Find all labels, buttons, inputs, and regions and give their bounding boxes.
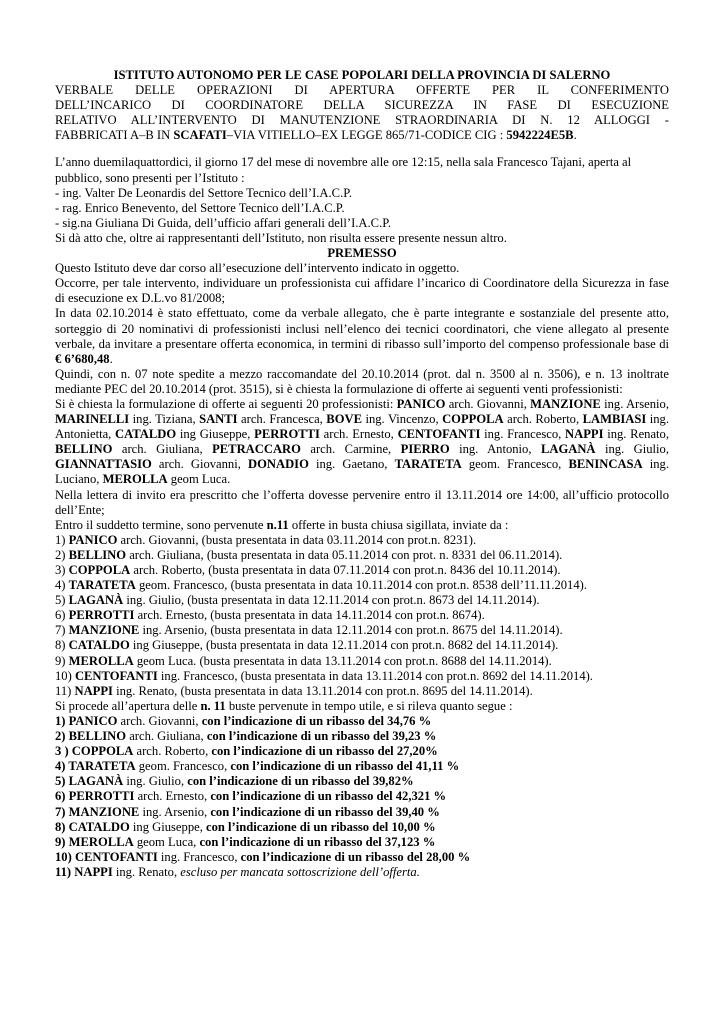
result-item bbox=[55, 835, 669, 850]
invitee-title: ing. Tiziana, bbox=[129, 412, 200, 427]
result-item bbox=[55, 805, 669, 820]
bidder-title: arch. Roberto, bbox=[133, 744, 212, 759]
bidder-name: COPPOLA bbox=[71, 744, 134, 759]
invitee-name: DONADIO bbox=[248, 457, 309, 472]
bidder-name: PERROTTI bbox=[68, 789, 135, 804]
invitee-name: LAGANÀ bbox=[540, 442, 596, 457]
invitee-title: ing. Antonietta, bbox=[55, 412, 670, 442]
item-number: 10) bbox=[55, 849, 75, 864]
subject-city: SCAFATI bbox=[173, 128, 227, 143]
invitee-title: arch. Giuliana, bbox=[112, 442, 213, 457]
document-page bbox=[55, 68, 669, 880]
invitee-name: LAMBIASI bbox=[582, 412, 647, 427]
invitee-title: geom. Francesco, bbox=[461, 457, 569, 472]
result-item bbox=[55, 850, 669, 865]
item-number: 6) bbox=[55, 608, 69, 623]
bidder-name: MANZIONE bbox=[68, 623, 140, 638]
bidder-title: geom Luca, bbox=[133, 834, 200, 849]
received-offer-item bbox=[55, 608, 669, 623]
bidder-name: TARATETA bbox=[68, 578, 136, 593]
result-item bbox=[55, 729, 669, 744]
bidder-name: COPPOLA bbox=[68, 563, 131, 577]
bidder-name: NAPPI bbox=[74, 683, 113, 698]
invitee-title: arch. Carmine, bbox=[300, 442, 401, 457]
opening-paragraph bbox=[55, 699, 669, 714]
invitee-title: ing. Vincenzo, bbox=[362, 412, 443, 427]
bidder-title: arch. Giovanni, bbox=[117, 713, 202, 728]
item-number: 5) bbox=[55, 593, 69, 608]
item-number: 10) bbox=[55, 668, 75, 683]
subject-text: . bbox=[573, 128, 577, 143]
result-item bbox=[55, 865, 669, 880]
item-number: 2) bbox=[55, 547, 69, 562]
bidder-name: BELLINO bbox=[68, 547, 127, 562]
received-offer-item bbox=[55, 623, 669, 638]
exclusion-note: escluso per mancata sottoscrizione dell’offerta. bbox=[180, 864, 420, 879]
submission-details: arch. Giuliana, (busta presentata in data 05.11.2014 con prot. n. 8331 del 06.11.2014). bbox=[126, 547, 563, 562]
paragraph-text: In data 02.10.2014 è stato effettuato, come da verbale allegato, che è parte integrante e sostanziale del presente atto, sorteggio di 20 nominativi di professionisti inclusi nell’elenco dei tecnici coordinatori, che viene allegato al presente verbale, da invitare a presentare offerta economica, in termini di ribasso sull’importo del compenso professionale base di bbox=[55, 306, 669, 351]
attendance-note: Si dà atto che, oltre ai rappresentanti dell’Istituto, non risulta essere presente nessun altro. bbox=[55, 230, 507, 245]
submission-details: arch. Ernesto, (busta presentata in data 14.11.2014 con prot.n. 8674). bbox=[134, 608, 485, 623]
results-list bbox=[55, 714, 669, 880]
submission-details: geom. Francesco, (busta presentata in data 10.11.2014 con prot.n. 8538 dell’11.11.2014). bbox=[135, 578, 587, 593]
submission-details: ing. Arsenio, (busta presentata in data 12.11.2014 con prot.n. 8675 del 14.11.2014). bbox=[139, 623, 563, 638]
submission-details: arch. Roberto, (busta presentata in data 07.11.2014 con prot.n. 8436 del 10.11.2014). bbox=[130, 563, 561, 577]
premesso-paragraph-3 bbox=[55, 306, 669, 366]
discount-offer: con l’indicazione di un ribasso del 34,76 % bbox=[201, 713, 432, 728]
item-number: 2) bbox=[55, 729, 69, 744]
invitee-name: CENTOFANTI bbox=[397, 427, 481, 442]
invitee-title: ing Giuseppe, bbox=[176, 427, 255, 442]
result-item bbox=[55, 744, 669, 759]
bidder-title: ing. Giulio, bbox=[123, 774, 188, 789]
premesso-paragraph-4: Quindi, con n. 07 note spedite a mezzo raccomandate del 20.10.2014 (prot. dal n. 3500 al n. 3506), e n. 13 inoltrate mediante PEC del 20.10.2014 (prot. 3515), si è chiesta la formulazione di offerte ai seguenti venti professionisti: bbox=[55, 366, 669, 396]
invitee-name: PIERRO bbox=[400, 442, 450, 457]
item-number: 9) bbox=[55, 834, 69, 849]
received-count: n.11 bbox=[266, 517, 289, 532]
item-number: 4) bbox=[55, 578, 69, 593]
item-number: 7) bbox=[55, 623, 69, 638]
discount-offer: con l’indicazione di un ribasso del 39,40 % bbox=[210, 804, 440, 819]
bidder-name: PERROTTI bbox=[68, 608, 135, 623]
submission-details: ing. Renato, (busta presentata in data 13.11.2014 con prot.n. 8695 del 14.11.2014). bbox=[112, 683, 533, 698]
received-offer-item bbox=[55, 669, 669, 684]
invitee-name: MANZIONE bbox=[530, 396, 601, 411]
received-offer-item bbox=[55, 638, 669, 653]
invitee-title: ing. Francesco, bbox=[480, 427, 565, 442]
bidder-title: geom. Francesco, bbox=[135, 759, 231, 774]
subject-line-4 bbox=[55, 128, 669, 143]
received-offers-list bbox=[55, 533, 669, 699]
premesso-paragraph-2: Occorre, per tale intervento, individuare un professionista cui affidare l’incarico di Coordinatore della Sicurezza in fase di esecuzione ex D.L.vo 81/2008; bbox=[55, 276, 669, 306]
subject-line-2: DELL’INCARICO DI COORDINATORE DELLA SICUREZZA IN FASE DI ESECUZIONE bbox=[55, 98, 669, 113]
discount-offer: con l’indicazione di un ribasso del 42,321 % bbox=[210, 789, 447, 804]
bidder-name: CATALDO bbox=[68, 819, 130, 834]
invitee-title: arch. Giovanni, bbox=[445, 396, 531, 411]
item-number: 11) bbox=[55, 864, 75, 879]
item-number: 8) bbox=[55, 819, 69, 834]
invitee-title: arch. Francesca, bbox=[237, 412, 327, 427]
paragraph-text: buste pervenute in tempo utile, e si rileva quanto segue : bbox=[225, 698, 513, 713]
premesso-heading: PREMESSO bbox=[327, 246, 397, 261]
institute-title: ISTITUTO AUTONOMO PER LE CASE POPOLARI DELLA PROVINCIA DI SALERNO bbox=[113, 68, 611, 82]
bidder-name: MANZIONE bbox=[68, 804, 140, 819]
premesso-paragraph-1: Questo Istituto deve dar corso all’esecuzione dell’intervento indicato in oggetto. bbox=[55, 261, 460, 276]
item-number: 1) bbox=[55, 532, 69, 547]
invitee-title: arch. Ernesto, bbox=[319, 427, 398, 442]
invitee-name: PERROTTI bbox=[254, 427, 320, 442]
submission-details: ing Giuseppe, (busta presentata in data 12.11.2014 con prot.n. 8682 del 14.11.2014). bbox=[129, 638, 559, 653]
attendee-1: - ing. Valter De Leonardis del Settore Tecnico dell’I.A.C.P. bbox=[55, 185, 352, 200]
discount-offer: con l’indicazione di un ribasso del 39,82% bbox=[187, 774, 414, 789]
item-number: 7) bbox=[55, 804, 69, 819]
result-item bbox=[55, 774, 669, 789]
invitee-title: arch. Roberto, bbox=[503, 412, 583, 427]
invitees-paragraph bbox=[55, 397, 669, 488]
bidder-name: MEROLLA bbox=[68, 834, 134, 849]
invitee-title: ing. Renato, bbox=[603, 427, 669, 442]
received-offer-item bbox=[55, 563, 669, 578]
received-offer-item bbox=[55, 593, 669, 608]
invitee-name: BOVE bbox=[326, 412, 362, 427]
deadline-paragraph: Nella lettera di invito era prescritto che l’offerta dovesse pervenire entro il 13.11.2014 ore 14:00, all’ufficio protocollo dell’Ente; bbox=[55, 487, 669, 517]
discount-offer: con l’indicazione di un ribasso del 39,23 % bbox=[206, 729, 437, 744]
bidder-name: CATALDO bbox=[68, 638, 130, 653]
fee-amount: € 6’680,48 bbox=[55, 351, 110, 366]
discount-offer: con l’indicazione di un ribasso del 41,11 % bbox=[230, 759, 460, 774]
bidder-name: PANICO bbox=[68, 713, 118, 728]
attendee-2: - rag. Enrico Benevento, del Settore Tecnico dell’I.A.C.P. bbox=[55, 200, 345, 215]
discount-offer: con l’indicazione di un ribasso del 10,00 % bbox=[206, 819, 436, 834]
item-number: 9) bbox=[55, 653, 69, 668]
invitee-name: PANICO bbox=[396, 396, 446, 411]
invitee-title: arch. Giovanni, bbox=[151, 457, 248, 472]
submission-details: geom Luca. (busta presentata in data 13.11.2014 con prot.n. 8688 del 14.11.2014). bbox=[133, 653, 552, 668]
bidder-title: arch. Ernesto, bbox=[134, 789, 211, 804]
subject-line-3: RELATIVO ALL’INTERVENTO DI MANUTENZIONE STRAORDINARIA DI N. 12 ALLOGGI - bbox=[55, 113, 669, 128]
subject-text: –VIA VITIELLO–EX LEGGE 865/71-CODICE CIG : bbox=[226, 128, 507, 143]
bidder-name: LAGANÀ bbox=[68, 774, 124, 789]
invitee-name: BELLINO bbox=[55, 442, 113, 457]
bidder-name: CENTOFANTI bbox=[74, 668, 158, 683]
paragraph-text: Entro il suddetto termine, sono pervenute bbox=[55, 517, 267, 532]
received-offer-item bbox=[55, 548, 669, 563]
invitee-title: ing. Giulio, bbox=[595, 442, 670, 457]
bidder-name: BELLINO bbox=[68, 729, 127, 744]
item-number: 3) bbox=[55, 563, 69, 577]
paragraph-text: . bbox=[109, 351, 113, 366]
invitee-title: ing. Arsenio, bbox=[600, 396, 669, 411]
result-item bbox=[55, 789, 669, 804]
discount-offer: con l’indicazione di un ribasso del 27,20% bbox=[211, 744, 438, 759]
attendee-3: - sig.na Giuliana Di Guida, dell’ufficio affari generali dell’I.A.C.P. bbox=[55, 215, 391, 230]
submission-details: arch. Giovanni, (busta presentata in data 03.11.2014 con prot.n. 8231). bbox=[117, 532, 477, 547]
invitee-name: CATALDO bbox=[115, 427, 177, 442]
received-intro bbox=[55, 518, 669, 533]
subject-text: FABBRICATI A–B IN bbox=[55, 128, 174, 143]
bidder-name: LAGANÀ bbox=[68, 593, 124, 608]
intro-paragraph: L’anno duemilaquattordici, il giorno 17 del mese di novembre alle ore 12:15, nella sala Francesco Tajani, aperta al pubblico, sono presenti per l’Istituto : bbox=[55, 155, 632, 185]
cig-code: 5942224E5B bbox=[506, 128, 574, 143]
invitee-name: NAPPI bbox=[565, 427, 604, 442]
received-offer-item bbox=[55, 654, 669, 669]
bidder-title: arch. Giuliana, bbox=[126, 729, 207, 744]
invitee-name: MEROLLA bbox=[102, 472, 168, 487]
invitee-name: COPPOLA bbox=[442, 412, 504, 427]
result-item bbox=[55, 714, 669, 729]
bidder-name: PANICO bbox=[68, 532, 118, 547]
paragraph-text: Si è chiesta la formulazione di offerte ai seguenti 20 professionisti: bbox=[55, 396, 397, 411]
received-offer-item bbox=[55, 684, 669, 699]
item-number: 6) bbox=[55, 789, 69, 804]
submission-details: ing. Giulio, (busta presentata in data 12.11.2014 con prot.n. 8673 del 14.11.2014). bbox=[123, 593, 540, 608]
item-number: 3 ) bbox=[55, 744, 72, 759]
subject-line-1: VERBALE DELLE OPERAZIONI DI APERTURA OFFERTE PER IL CONFERIMENTO bbox=[55, 83, 669, 98]
invitee-name: BENINCASA bbox=[568, 457, 643, 472]
discount-offer: con l’indicazione di un ribasso del 37,123 % bbox=[199, 834, 436, 849]
bidder-title: ing. Francesco, bbox=[157, 849, 241, 864]
item-number: 8) bbox=[55, 638, 69, 653]
opened-count: n. 11 bbox=[200, 698, 226, 713]
discount-offer: con l’indicazione di un ribasso del 28,00 % bbox=[240, 849, 471, 864]
bidder-title: ing. Renato, bbox=[112, 864, 181, 879]
invitee-name: PETRACCARO bbox=[212, 442, 301, 457]
invitee-name: MARINELLI bbox=[55, 412, 130, 427]
item-number: 5) bbox=[55, 774, 69, 789]
invitee-title: ing. Luciano, bbox=[55, 457, 669, 487]
bidder-title: ing Giuseppe, bbox=[129, 819, 207, 834]
item-number: 11) bbox=[55, 683, 75, 698]
invitee-name: TARATETA bbox=[394, 457, 462, 472]
result-item bbox=[55, 759, 669, 774]
bidder-name: CENTOFANTI bbox=[74, 849, 158, 864]
invitee-title: ing. Gaetano, bbox=[308, 457, 395, 472]
bidder-name: NAPPI bbox=[74, 864, 113, 879]
submission-details: ing. Francesco, (busta presentata in data 13.11.2014 con prot.n. 8692 del 14.11.2014). bbox=[157, 668, 593, 683]
bidder-title: ing. Arsenio, bbox=[139, 804, 211, 819]
bidder-name: MEROLLA bbox=[68, 653, 134, 668]
received-offer-item bbox=[55, 533, 669, 548]
invitee-title: ing. Antonio, bbox=[449, 442, 541, 457]
paragraph-text: Si procede all’apertura delle bbox=[55, 698, 201, 713]
invitee-title: geom Luca. bbox=[167, 472, 231, 487]
item-number: 4) bbox=[55, 759, 69, 774]
paragraph-text: offerte in busta chiusa sigillata, inviate da : bbox=[288, 517, 509, 532]
item-number: 1) bbox=[55, 713, 69, 728]
bidder-name: TARATETA bbox=[68, 759, 136, 774]
result-item bbox=[55, 820, 669, 835]
invitee-name: SANTI bbox=[199, 412, 238, 427]
received-offer-item bbox=[55, 578, 669, 593]
invitee-name: GIANNATTASIO bbox=[55, 457, 152, 472]
